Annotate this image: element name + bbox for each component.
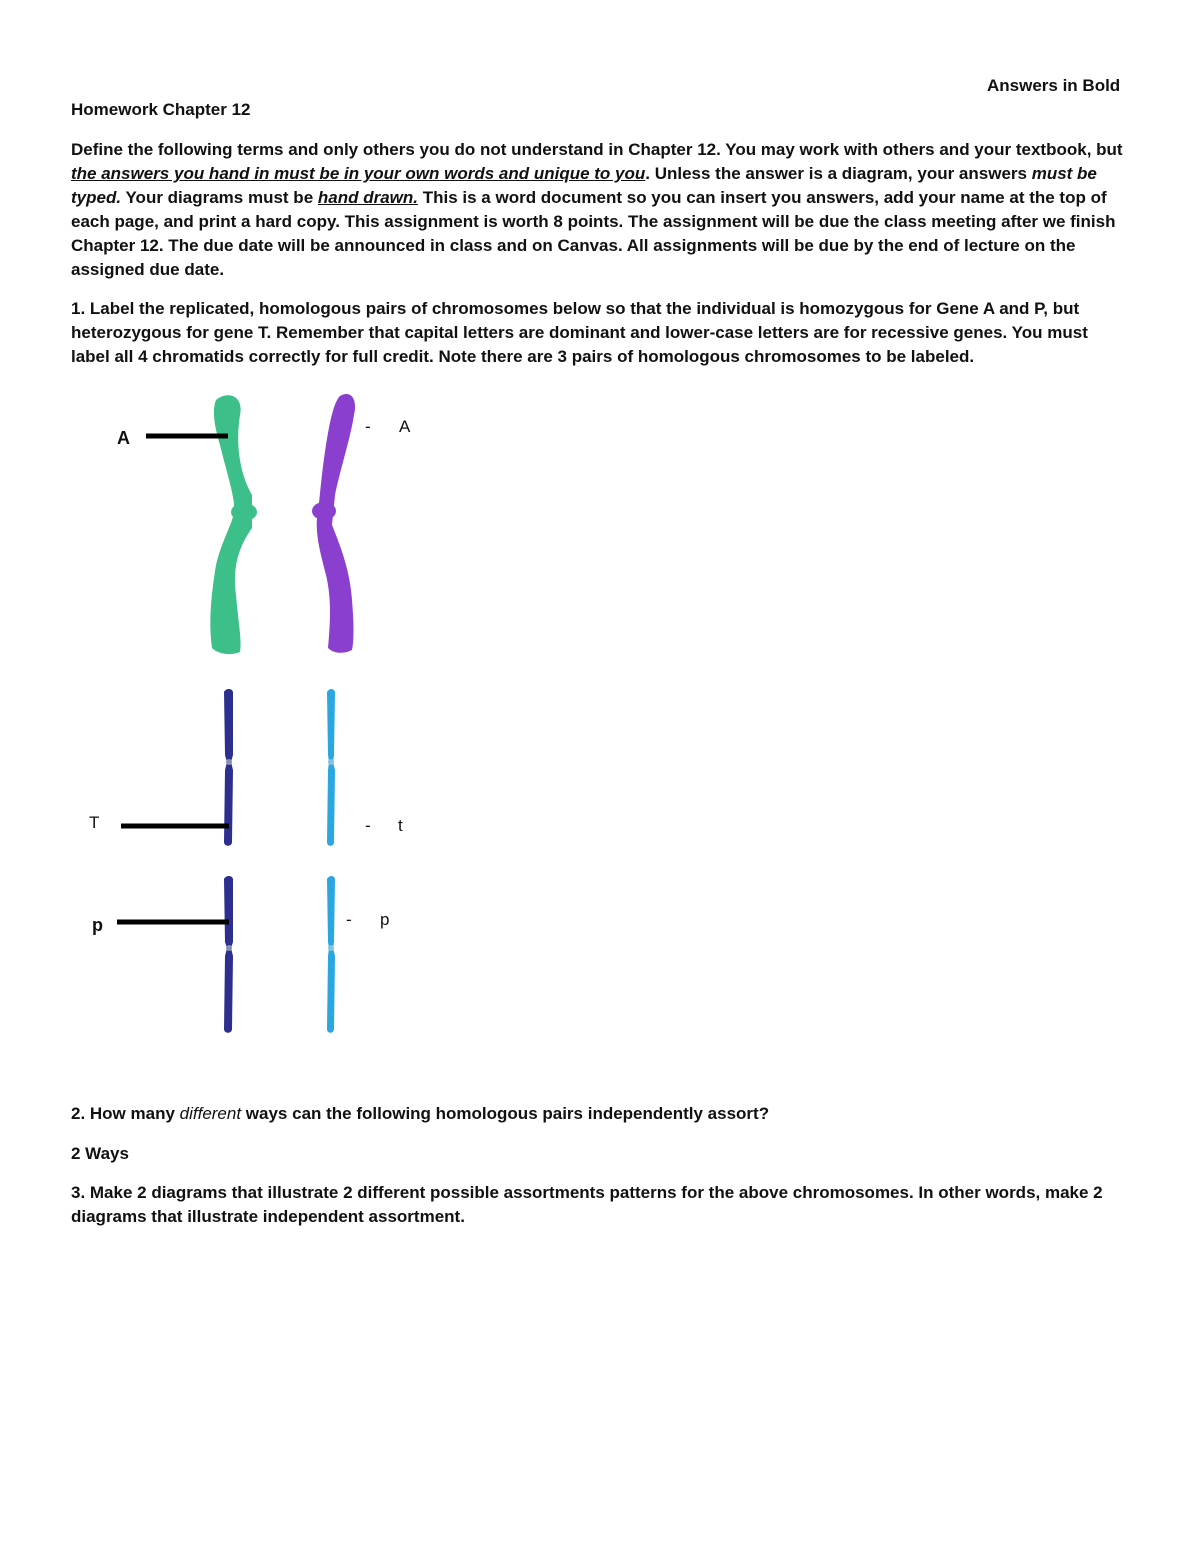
answers-in-bold-note: Answers in Bold [987, 76, 1121, 95]
answer-2: 2 Ways [71, 1144, 129, 1163]
intro-text: . Unless the answer is a diagram, your answers [645, 164, 1032, 183]
dash-a: - [365, 417, 371, 436]
navy-chromosome-lower [224, 876, 233, 1033]
page-title: Homework Chapter 12 [71, 100, 251, 119]
cyan-chromosome-lower [327, 876, 335, 1033]
intro-text: This is a word document so you can insert you answers, add your name at the top of each page, and print a hard copy. This assignment is worth 8 points. The assignment will be due the class meeting after we finish Chapter 12. The due date will be announced in class and on Canvas. All assignments will be due by the end of lecture on the assigned due date. [71, 188, 1116, 279]
gene-label-a-right: A [399, 417, 411, 436]
gene-label-a-left: A [117, 428, 130, 448]
intro-italic-text: must be typed. [71, 164, 1097, 207]
chromosome-diagram [0, 380, 500, 1050]
intro-text: Define the following terms and only others you do not understand in Chapter 12. You may work with others and your textbook, but [71, 140, 1123, 159]
navy-chromosome-upper [224, 689, 233, 846]
intro-underlined-text: hand drawn. [317, 188, 418, 207]
gene-label-p-right: p [380, 910, 390, 929]
question-3: 3. Make 2 diagrams that illustrate 2 different possible assortments patterns for the above chromosomes. In other words, make 2 diagrams that illustrate independent assortment. [71, 1183, 1103, 1226]
intro-paragraph [71, 138, 1131, 282]
dash-t: - [365, 816, 371, 835]
question-2 [71, 1102, 1131, 1126]
question-2-text: 2. How many [71, 1104, 180, 1123]
question-1: 1. Label the replicated, homologous pairs of chromosomes below so that the individual is homozygous for Gene A and P, but heterozygous for gene T. Remember that capital letters are dominant and lower-case letters are for recessive genes. You must label all 4 chromatids correctly for full credit. Note there are 3 pairs of homologous chromosomes to be labeled. [71, 299, 1088, 366]
question-2-text: ways can the following homologous pairs independently assort? [241, 1104, 770, 1123]
dash-p: - [346, 910, 352, 929]
gene-label-p-left: p [92, 915, 103, 935]
cyan-chromosome-upper [327, 689, 335, 846]
purple-chromosome [312, 394, 355, 653]
intro-text: Your diagrams must be [121, 188, 318, 207]
intro-underlined-text: the answers you hand in must be in your own words and unique to you [71, 164, 646, 183]
question-2-emphasis: different [179, 1104, 242, 1123]
gene-label-t-right: t [398, 816, 403, 835]
gene-label-t-left: T [89, 813, 100, 832]
